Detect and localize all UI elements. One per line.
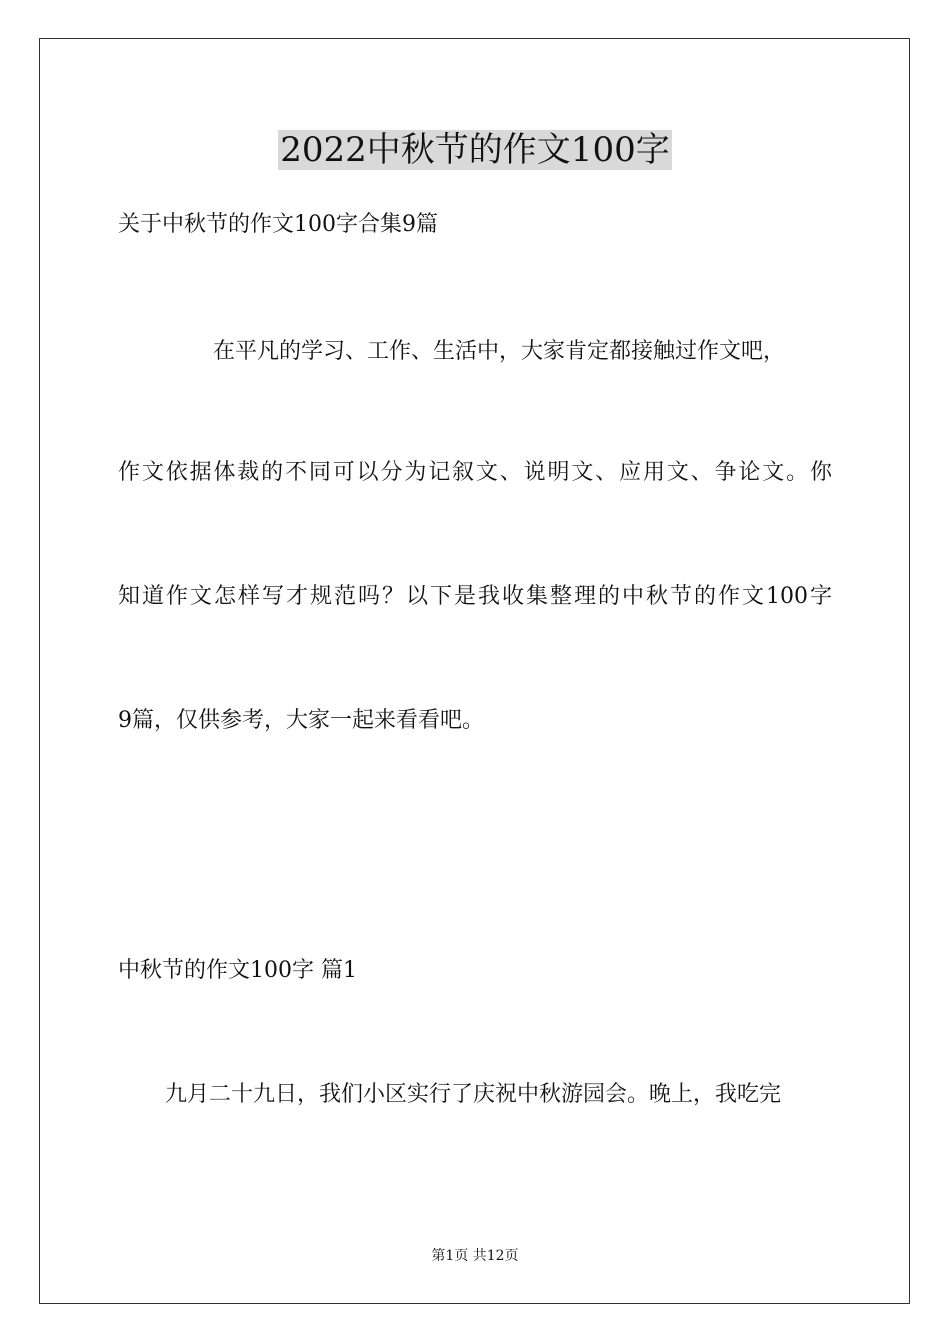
title-text: 2022中秋节的作文100字 xyxy=(280,130,670,170)
intro-line-3: 知道作文怎样写才规范吗？以下是我收集整理的中秋节的作文100字 xyxy=(118,584,832,609)
intro-line-1: 在平凡的学习、工作、生活中，大家肯定都接触过作文吧， xyxy=(213,339,786,364)
document-title xyxy=(0,128,950,172)
page-footer: 第1页 共12页 xyxy=(431,1248,519,1264)
document-subtitle: 关于中秋节的作文100字合集9篇 xyxy=(118,212,438,237)
intro-line-4: 9篇，仅供参考，大家一起来看看吧。 xyxy=(118,708,484,733)
section-line-1: 九月二十九日，我们小区实行了庆祝中秋游园会。晚上，我吃完 xyxy=(165,1082,782,1107)
intro-line-2: 作文依据体裁的不同可以分为记叙文、说明文、应用文、争论文。你 xyxy=(118,460,832,485)
section-heading: 中秋节的作文100字 篇1 xyxy=(118,958,357,983)
